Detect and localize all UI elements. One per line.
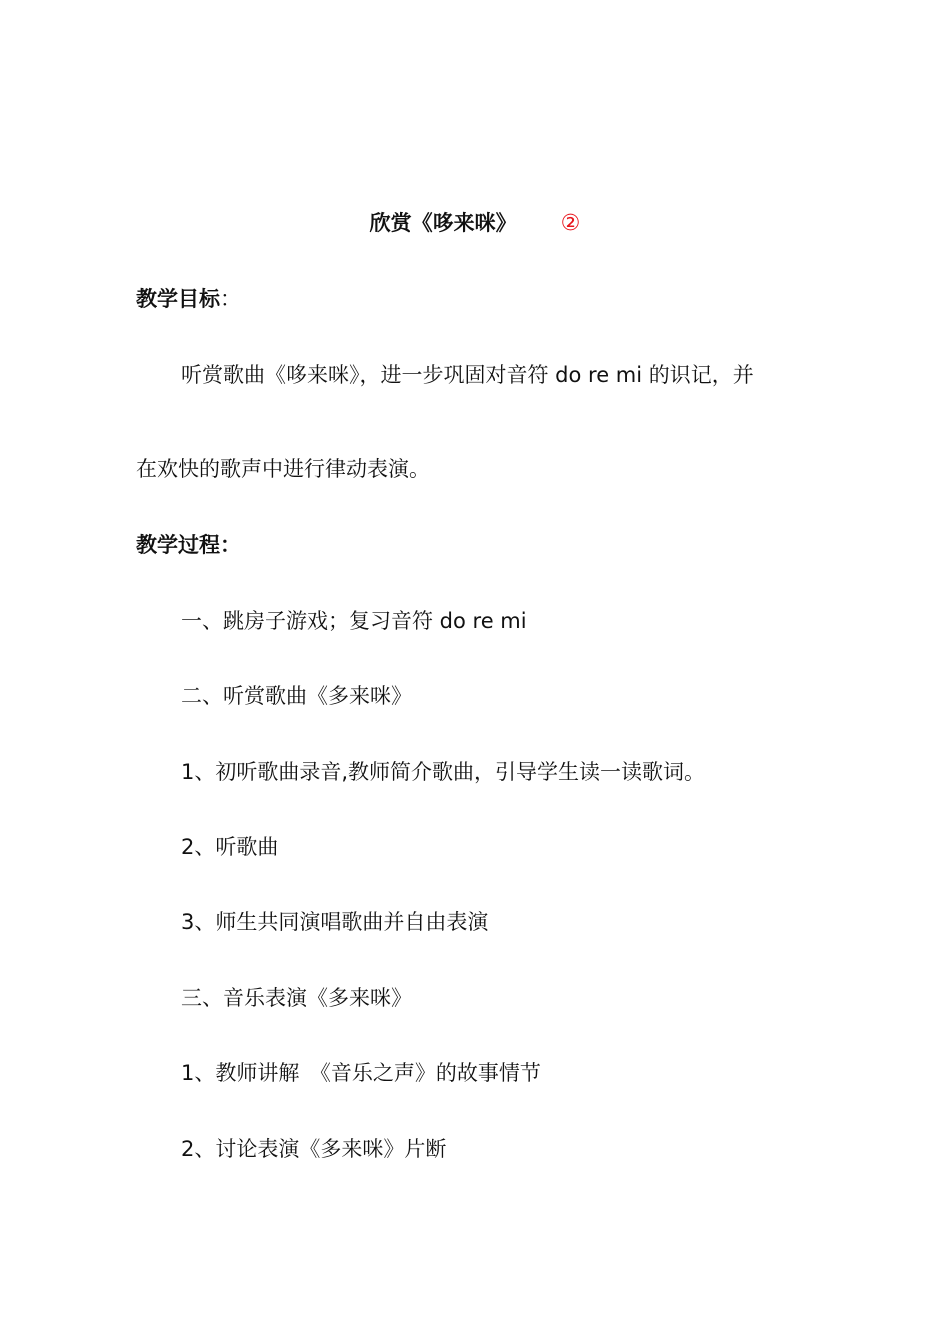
process-item: 2、听歌曲 — [181, 835, 279, 859]
document-title-row — [0, 208, 950, 239]
objectives-colon: ： — [220, 287, 241, 311]
process-item: 1、初听歌曲录音,教师简介歌曲，引导学生读一读歌词。 — [181, 760, 706, 784]
process-item: 1、教师讲解 《音乐之声》的故事情节 — [181, 1061, 541, 1085]
process-item: 二、听赏歌曲《多来咪》 — [181, 684, 412, 708]
objectives-paragraph-line-2: 在欢快的歌声中进行律动表演。 — [136, 457, 430, 481]
page-number-badge: ② — [560, 211, 581, 236]
objectives-heading-row — [136, 285, 241, 313]
process-item: 一、跳房子游戏；复习音符 do re mi — [181, 609, 527, 633]
objectives-paragraph-line-1: 听赏歌曲《哆来咪》，进一步巩固对音符 do re mi 的识记，并 — [181, 363, 754, 387]
objectives-heading: 教学目标 — [136, 287, 220, 311]
process-heading: 教学过程： — [136, 533, 241, 557]
document-title: 欣赏《哆来咪》 — [369, 211, 517, 235]
process-item: 2、讨论表演《多来咪》片断 — [181, 1137, 447, 1161]
process-item: 3、师生共同演唱歌曲并自由表演 — [181, 910, 489, 934]
process-item: 三、音乐表演《多来咪》 — [181, 986, 412, 1010]
